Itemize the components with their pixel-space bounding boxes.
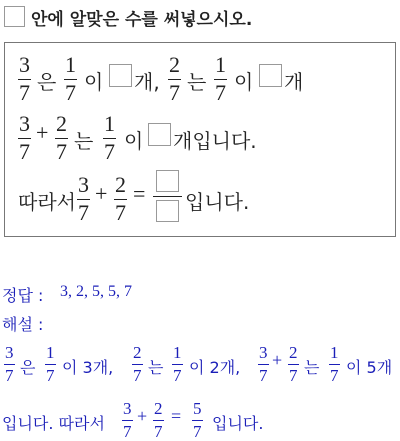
fraction: 1 7 [173,343,182,385]
particle-text: 는 [304,358,320,377]
particle-text: 은 [37,70,57,94]
suffix-text: 입니다. [212,414,264,433]
plus-sign: + [272,350,283,370]
plus-sign: + [95,181,108,206]
particle-text: 이 [234,70,254,94]
particle-text: 은 [20,358,36,377]
fraction: 1 7 [104,111,115,164]
particle-text: 이 [124,129,144,153]
prefix-text: 따라서 [18,190,76,214]
explanation-label: 해설 : [2,315,44,334]
unit-text: 개 [284,70,304,94]
answer-values: 3, 2, 5, 5, 7 [60,283,132,300]
particle-text: 이 [84,70,104,94]
numerator-blank-input[interactable] [156,170,179,192]
unit-text: 개, [134,70,160,94]
fraction: 2 7 [289,343,298,385]
fraction: 3 7 [5,343,14,385]
fraction: 3 7 [19,111,30,164]
fraction: 3 7 [78,172,89,225]
fraction: 1 7 [330,343,339,385]
denominator-blank-input[interactable] [156,200,179,222]
fraction: 2 7 [133,343,142,385]
fraction: 3 7 [123,399,132,441]
prefix-text: 입니다. 따라서 [2,414,105,433]
particle-text: 는 [148,358,164,377]
count-text: 이 2개, [189,358,241,377]
answer-blank-input[interactable] [148,123,171,146]
fraction: 3 7 [259,343,268,385]
fraction: 2 7 [169,52,180,105]
fraction: 2 7 [154,399,163,441]
answer-blank-input[interactable] [259,64,282,87]
answer-blank-input[interactable] [109,64,132,87]
fraction: 3 7 [19,52,30,105]
equals-sign: = [171,406,182,426]
unit-text: 개입니다. [173,129,257,153]
fraction: 2 7 [56,111,67,164]
fraction: 1 7 [46,343,55,385]
question-title: 안에 알맞은 수를 써넣으시오. [31,10,253,30]
plus-sign: + [36,120,49,145]
plus-sign: + [137,406,148,426]
fraction: 1 7 [215,52,226,105]
fraction: 5 7 [193,399,202,441]
equals-sign: = [133,181,146,206]
fraction: 1 7 [65,52,76,105]
count-text: 이 3개, [62,358,114,377]
fraction-bar [153,196,182,197]
particle-text: 는 [187,70,207,94]
count-text: 이 5개 [346,358,393,377]
suffix-text: 입니다. [185,190,250,214]
answer-label: 정답 : [2,286,44,305]
fraction: 2 7 [115,172,126,225]
answer-blank-icon [4,6,25,27]
particle-text: 는 [74,129,94,153]
